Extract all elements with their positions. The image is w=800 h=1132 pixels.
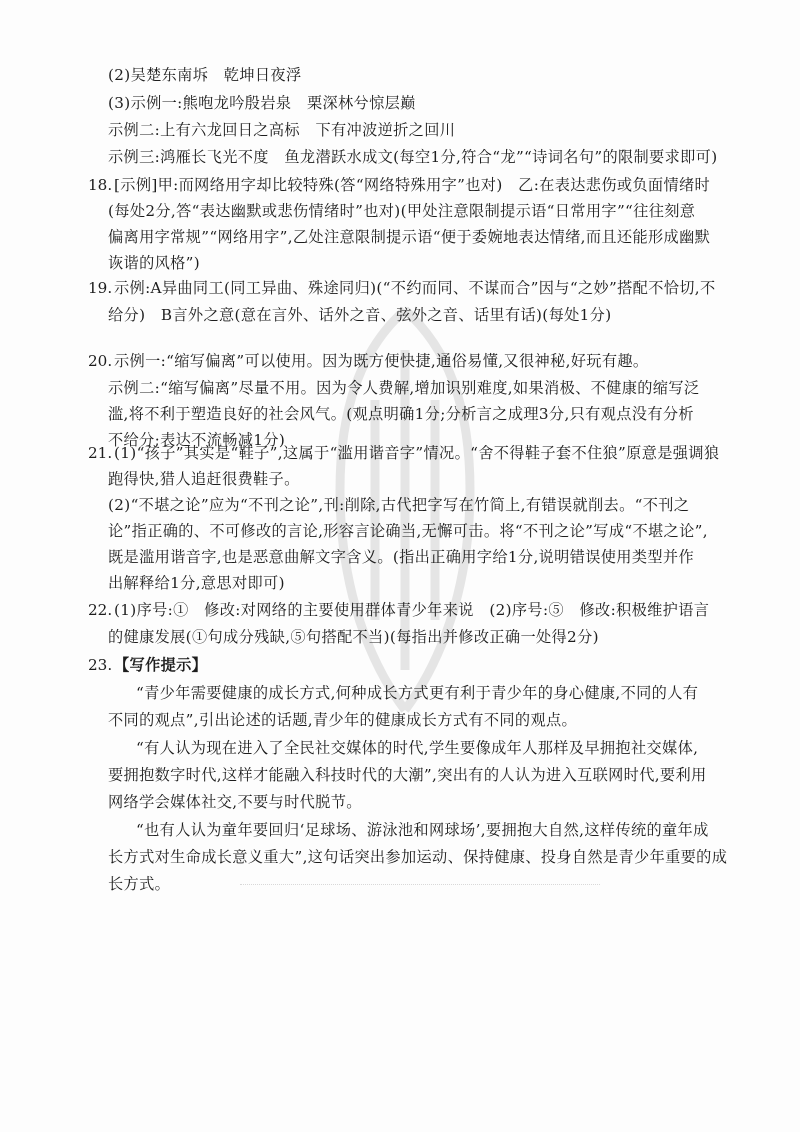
text-line: 示例一:“缩写偏离”可以使用。因为既方便快捷,通俗易懂,又很神秘,好玩有趣。	[114, 352, 649, 370]
text-line: “青少年需要健康的成长方式,何种成长方式更有利于青少年的身心健康,不同的人有	[136, 684, 699, 702]
faint-dotted-rule	[240, 884, 600, 891]
text-line: 示例二:上有六龙回日之高标 下有冲波逆折之回川	[108, 121, 456, 139]
text-line: 不给分;表达不流畅减1分)	[108, 431, 286, 449]
text-line: 的健康发展(①句成分残缺,⑤句搭配不当)(每指出并修改正确一处得2分)	[108, 628, 599, 646]
text-line: 论”指正确的、不可修改的言论,形容言论确当,无懈可击。将“不刊之论”写成“不堪之论”,	[108, 522, 708, 540]
text-line: (3)示例一:熊咆龙吟殷岩泉 栗深林兮惊层巅	[108, 94, 416, 112]
text-line: (每处2分,答“表达幽默或悲伤情绪时”也对)(甲处注意限制提示语“日常用字”“往往刻意	[108, 202, 696, 220]
text-line: 长方式。	[108, 875, 171, 893]
text-line: [示例]甲:而网络用字却比较特殊(答“网络特殊用字”也对) 乙:在表达悲伤或负面情绪时	[114, 176, 711, 194]
question-number: 20.	[88, 352, 113, 370]
text-line: 示例二:“缩写偏离”尽量不用。因为令人费解,增加识别难度,如果消极、不健康的缩写泛	[108, 379, 700, 397]
text-line: 偏离用字常规”“网络用字”,乙处注意限制提示语“便于委婉地表达情绪,而且还能形成幽默	[108, 228, 711, 246]
section-heading: 【写作提示】	[114, 656, 208, 674]
text-line: 要拥抱数字时代,这样才能融入科技时代的大潮”,突出有的人认为进入互联网时代,要利用	[108, 766, 707, 784]
text-line: (1)序号:① 修改:对网络的主要使用群体青少年来说 (2)序号:⑤ 修改:积极维护语言	[114, 601, 710, 619]
text-line: 出解释给1分,意思对即可)	[108, 574, 285, 592]
question-number: 21.	[88, 444, 113, 462]
text-line: (2)“不堪之论”应为“不刊之论”,刊:削除,古代把字写在竹简上,有错误就削去。“不刊之	[108, 496, 690, 514]
text-line: 长方式对生命成长意义重大”,这句话突出参加运动、保持健康、投身自然是青少年重要的成	[108, 848, 728, 866]
text-line: 示例:A异曲同工(同工异曲、殊途同归)(“不约而同、不谋而合”因与“之妙”搭配不恰切,不	[114, 279, 716, 297]
text-line: (2)吴楚东南坼 乾坤日夜浮	[108, 66, 302, 84]
text-line: “也有人认为童年要回归‘足球场、游泳池和网球场’,要拥抱大自然,这样传统的童年成	[136, 821, 709, 839]
text-line: 滥,将不利于塑造良好的社会风气。(观点明确1分;分析言之成理3分,只有观点没有分析	[108, 405, 694, 423]
text-line: 给分) B言外之意(意在言外、话外之音、弦外之音、话里有话)(每处1分)	[108, 306, 612, 324]
question-number: 22.	[88, 601, 113, 619]
text-line: (1)“孩子”其实是“鞋子”,这属于“滥用谐音字”情况。“舍不得鞋子套不住狼”原意是强调狼	[114, 444, 720, 462]
question-number: 19.	[88, 279, 113, 297]
text-line: “有人认为现在进入了全民社交媒体的时代,学生要像成年人那样及早拥抱社交媒体,	[136, 739, 699, 757]
text-line: 既是滥用谐音字,也是恶意曲解文字含义。(指出正确用字给1分,说明错误使用类型并作	[108, 548, 694, 566]
text-line: 网络学会媒体社交,不要与时代脱节。	[108, 793, 362, 811]
text-line: 诙谐的风格”)	[108, 254, 201, 272]
text-line: 示例三:鸿雁长飞光不度 鱼龙潜跃水成文(每空1分,符合“龙”“诗词名句”的限制要求即可)	[108, 148, 718, 166]
question-number: 18.	[88, 176, 113, 194]
text-line: 跑得快,猎人追赶很费鞋子。	[108, 470, 300, 488]
question-number: 23.	[88, 656, 113, 674]
text-line: 不同的观点”,引出论述的话题,青少年的健康成长方式有不同的观点。	[108, 711, 578, 729]
